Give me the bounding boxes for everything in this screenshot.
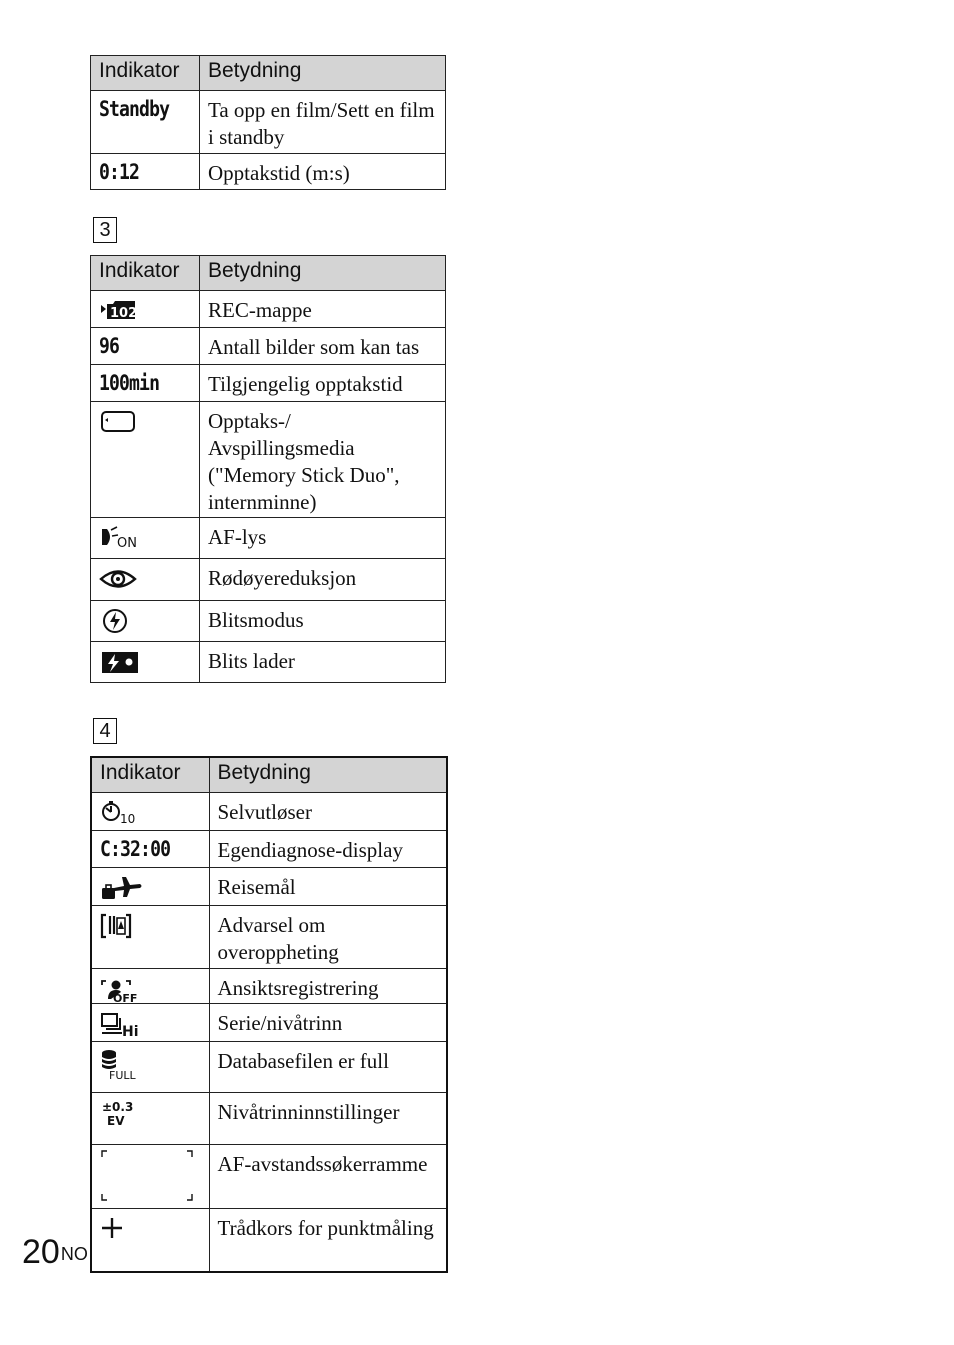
table-row-meaning: Rødøyereduksjon bbox=[200, 559, 446, 601]
af-illuminator-on-text: ON bbox=[117, 536, 137, 550]
table-row-meaning: Egendiagnose-display bbox=[209, 831, 447, 868]
self-timer-icon bbox=[100, 799, 144, 825]
table-row-indicator bbox=[91, 969, 209, 1004]
column-header-meaning: Betydning bbox=[200, 56, 446, 91]
exposure-step-value: ±0.3 bbox=[102, 1100, 134, 1114]
table-row-meaning: Trådkors for punktmåling bbox=[209, 1209, 447, 1272]
section-number-3: 3 bbox=[93, 217, 117, 243]
column-header-indicator: Indikator bbox=[91, 256, 200, 291]
section-number-4: 4 bbox=[93, 718, 117, 744]
burst-high-icon bbox=[100, 1010, 144, 1038]
table-row-indicator bbox=[91, 559, 200, 601]
overheat-warning-icon bbox=[100, 912, 140, 940]
burst-high-text: Hi bbox=[122, 1024, 139, 1038]
af-illuminator-icon bbox=[99, 524, 147, 550]
indicator-table-section-3 bbox=[90, 255, 446, 683]
table-row-indicator bbox=[91, 793, 209, 831]
table-row-meaning: Opptaks-/ Avspillingsmedia ("Memory Stick Duo", internminne) bbox=[200, 402, 446, 518]
table-row-meaning: AF-lys bbox=[200, 518, 446, 559]
flash-mode-icon bbox=[99, 607, 139, 635]
exposure-step-icon bbox=[100, 1099, 144, 1129]
face-detection-off-icon bbox=[100, 975, 144, 1003]
indicator-table-top bbox=[90, 55, 446, 190]
table-row-indicator: 100min bbox=[91, 365, 200, 402]
table-row-meaning: Ta opp en film/Sett en film i standby bbox=[200, 91, 446, 154]
column-header-meaning: Betydning bbox=[200, 256, 446, 291]
rec-folder-icon bbox=[99, 297, 139, 321]
table-row-indicator: 96 bbox=[91, 328, 200, 365]
column-header-indicator: Indikator bbox=[91, 757, 209, 793]
indicator-table-section-4 bbox=[90, 756, 448, 1273]
table-row-meaning: Ansiktsregistrering bbox=[209, 969, 447, 1004]
table-row-indicator bbox=[91, 1145, 209, 1209]
table-row-indicator bbox=[91, 868, 209, 906]
rec-folder-number: 102 bbox=[110, 306, 138, 321]
red-eye-icon bbox=[99, 565, 139, 593]
column-header-indicator: Indikator bbox=[91, 56, 200, 91]
table-row-meaning: Serie/nivåtrinn bbox=[209, 1004, 447, 1042]
table-row-meaning: Antall bilder som kan tas bbox=[200, 328, 446, 365]
af-range-finder-frame-icon bbox=[100, 1149, 196, 1205]
table-row-meaning: Blits lader bbox=[200, 642, 446, 683]
table-row-indicator bbox=[91, 601, 200, 642]
table-row-meaning: Tilgjengelig opptakstid bbox=[200, 365, 446, 402]
destination-icon bbox=[100, 874, 144, 902]
self-timer-seconds: 10 bbox=[120, 812, 136, 825]
spot-metering-crosshair-icon bbox=[100, 1215, 140, 1243]
page-language-suffix: NO bbox=[60, 1244, 88, 1264]
table-row-meaning: Nivåtrinninnstillinger bbox=[209, 1093, 447, 1145]
table-row-indicator bbox=[91, 402, 200, 518]
table-row-meaning: Selvutløser bbox=[209, 793, 447, 831]
table-row-meaning: Databasefilen er full bbox=[209, 1042, 447, 1093]
face-detection-off-text: OFF bbox=[113, 992, 138, 1003]
table-row-meaning: Blitsmodus bbox=[200, 601, 446, 642]
table-row-indicator bbox=[91, 518, 200, 559]
table-row-meaning: REC-mappe bbox=[200, 291, 446, 328]
table-row-meaning: Reisemål bbox=[209, 868, 447, 906]
table-row-indicator bbox=[91, 642, 200, 683]
table-row-indicator bbox=[91, 1209, 209, 1272]
table-row-meaning: Advarsel om overoppheting bbox=[209, 906, 447, 969]
table-row-meaning: AF-avstandssøkerramme bbox=[209, 1145, 447, 1209]
table-row-indicator bbox=[91, 291, 200, 328]
table-row-indicator bbox=[91, 906, 209, 969]
table-row-indicator: 0:12 bbox=[91, 154, 200, 190]
table-row-indicator bbox=[91, 1093, 209, 1145]
table-row-indicator bbox=[91, 1042, 209, 1093]
table-row-indicator: C:32:00 bbox=[91, 831, 209, 868]
table-row-meaning: Opptakstid (m:s) bbox=[200, 154, 446, 190]
exposure-step-unit: EV bbox=[107, 1114, 125, 1128]
page-number: $20^{NO}$ bbox=[22, 1233, 88, 1271]
table-row-indicator: Standby bbox=[91, 91, 200, 154]
column-header-meaning: Betydning bbox=[209, 757, 447, 793]
table-row-indicator bbox=[91, 1004, 209, 1042]
flash-charging-icon bbox=[99, 648, 143, 676]
memory-media-icon bbox=[99, 408, 139, 436]
database-full-text: FULL bbox=[109, 1069, 136, 1080]
database-full-icon bbox=[100, 1048, 148, 1080]
